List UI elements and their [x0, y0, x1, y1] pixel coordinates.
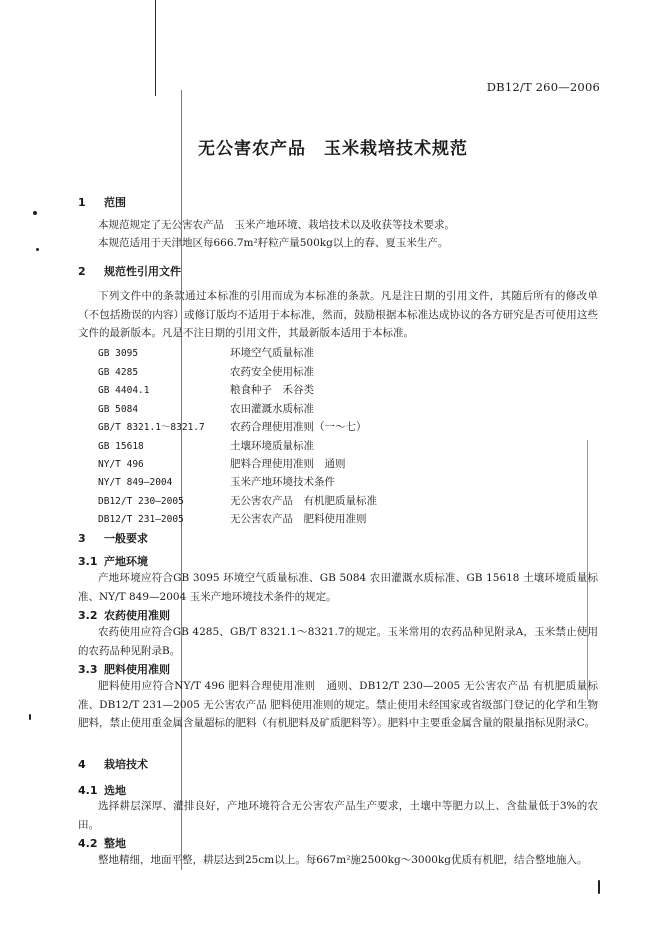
- reference-code: DB12/T 230—2005: [98, 496, 184, 507]
- reference-title: 环境空气质量标准: [230, 347, 314, 359]
- section-number: 3.2: [78, 609, 98, 622]
- section-number: 4.1: [78, 784, 98, 797]
- reference-row: [98, 511, 367, 526]
- reference-title: 肥料合理使用准则 通则: [230, 458, 346, 470]
- section-number: 3.3: [78, 663, 98, 676]
- section-2-heading: [78, 263, 181, 279]
- section-4-1-paragraph: 选择耕层深厚、灌排良好，产地环境符合无公害农产品生产要求，土壤中等肥力以上、含盐量低于3%的农田。: [78, 800, 598, 831]
- reference-code: GB 4285: [98, 367, 139, 378]
- section-title: 选地: [104, 784, 126, 797]
- scan-artifact-dot: [36, 248, 39, 251]
- section-number: 2: [78, 265, 86, 278]
- reference-title: 无公害农产品 有机肥质量标准: [230, 495, 377, 507]
- section-3-1-heading: [78, 553, 148, 569]
- scan-artifact-dot: [29, 714, 31, 720]
- section-4-2-heading: [78, 835, 126, 851]
- reference-code: DB12/T 231—2005: [98, 514, 184, 525]
- section-title: 规范性引用文件: [104, 265, 181, 278]
- section-1-paragraph-2: 本规范适用于天津地区每666.7m²籽粒产量500kg以上的春、夏玉米生产。: [98, 237, 449, 249]
- section-title: 一般要求: [104, 532, 148, 545]
- reference-row: [98, 401, 314, 416]
- section-3-3-heading: [78, 661, 170, 677]
- reference-row: [98, 382, 314, 397]
- reference-title: 农田灌溉水质标准: [230, 403, 314, 415]
- reference-row: [98, 474, 335, 489]
- reference-title: 玉米产地环境技术条件: [230, 476, 335, 488]
- scan-artifact-dot: [33, 211, 37, 215]
- reference-row: [98, 419, 367, 434]
- section-2-paragraph-1: 下列文件中的条款通过本标准的引用而成为本标准的条款。凡是注日期的引用文件，其随后所有的修改单（不包括勘误的内容）或修订版均不适用于本标准，然而，鼓励根据本标准达成协议的各方研究是否可使用这些文件的最新版本。凡是不注日期的引用文件，其最新版本适用于本标准。: [78, 290, 598, 339]
- section-3-2-heading: [78, 607, 170, 623]
- reference-code: GB 5084: [98, 404, 139, 415]
- section-1-heading: [78, 194, 126, 210]
- reference-code: NY/T 496: [98, 459, 144, 470]
- section-3-heading: [78, 530, 148, 546]
- reference-code: GB 15618: [98, 441, 144, 452]
- reference-code: GB 3095: [98, 348, 139, 359]
- standard-code: DB12/T 260—2006: [486, 80, 600, 94]
- section-number: 1: [78, 196, 86, 209]
- section-title: 栽培技术: [104, 758, 148, 771]
- section-3-3-paragraph: 肥料使用应符合NY/T 496 肥料合理使用准则 通则、DB12/T 230—2005 无公害农产品 有机肥质量标准、DB12/T 231—2005 无公害农产品 肥料使用准则的规定。禁止使用未经国家或省级部门登记的化学和生物肥料，禁止使用重金属含量超标的肥料（有机肥料及矿质肥料等）。肥料中主要重金属含量的限量指标见附录C。: [78, 680, 598, 729]
- reference-code: GB 4404.1: [98, 385, 150, 396]
- reference-title: 土壤环境质量标准: [230, 440, 314, 452]
- section-number: 3: [78, 532, 86, 545]
- section-3-1-paragraph: 产地环境应符合GB 3095 环境空气质量标准、GB 5084 农田灌溉水质标准、GB 15618 土壤环境质量标准、NY/T 849—2004 玉米产地环境技术条件的规定。: [78, 572, 598, 603]
- section-number: 3.1: [78, 555, 98, 568]
- section-title: 肥料使用准则: [104, 663, 170, 676]
- section-4-heading: [78, 756, 148, 772]
- section-4-1-heading: [78, 782, 126, 798]
- section-1-paragraph-1: 本规范规定了无公害农产品 玉米产地环境、栽培技术以及收获等技术要求。: [98, 219, 455, 231]
- reference-code: GB/T 8321.1～8321.7: [98, 422, 205, 433]
- reference-row: [98, 364, 314, 379]
- reference-title: 农药安全使用标准: [230, 366, 314, 378]
- reference-title: 农药合理使用准则（一～七）: [230, 421, 367, 433]
- scan-artifact-dot: [598, 880, 600, 894]
- reference-row: [98, 438, 314, 453]
- scan-artifact-line: [155, 0, 156, 96]
- section-title: 产地环境: [104, 555, 148, 568]
- reference-row: [98, 456, 346, 471]
- section-number: 4.2: [78, 837, 98, 850]
- document-title: 无公害农产品 玉米栽培技术规范: [198, 139, 468, 159]
- reference-code: NY/T 849—2004: [98, 477, 173, 488]
- section-3-2-paragraph: 农药使用应符合GB 4285、GB/T 8321.1～8321.7的规定。玉米常用的农药品种见附录A，玉米禁止使用的农药品种见附录B。: [78, 626, 598, 657]
- reference-title: 粮食种子 禾谷类: [230, 384, 314, 396]
- reference-row: [98, 493, 377, 508]
- section-number: 4: [78, 758, 86, 771]
- reference-row: [98, 345, 314, 360]
- section-title: 范围: [104, 196, 126, 209]
- section-4-2-paragraph: 整地精细，地面平整，耕层达到25cm以上。每667m²施2500kg～3000kg优质有机肥，结合整地施入。: [98, 854, 588, 866]
- section-title: 农药使用准则: [104, 609, 170, 622]
- section-title: 整地: [104, 837, 126, 850]
- reference-title: 无公害农产品 肥料使用准则: [230, 513, 367, 525]
